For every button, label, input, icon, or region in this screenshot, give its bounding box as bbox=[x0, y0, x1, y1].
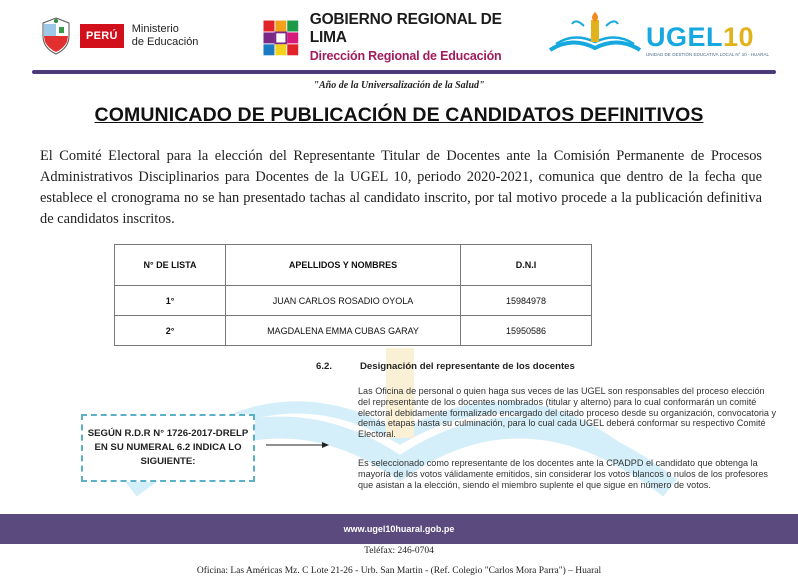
open-book-torch-icon bbox=[546, 10, 644, 60]
footer-phone: Teléfax: 246-0704 bbox=[364, 546, 434, 556]
table-row bbox=[115, 286, 592, 316]
ugel-logo bbox=[546, 10, 769, 60]
section-paragraph-1: Las Oficina de personal o quien haga sus veces de las UGEL son responsables del proceso elección del representante de los docentes nombrados (titular y alterno) para lo cual conformarán un comité electoral debidamente formalizado encargado del citado proceso desde su organización, convocatoria y demás etapas hasta su culminación, para lo cual cada UGEL deberá conformar su respectivo Comité Electoral. bbox=[358, 386, 777, 440]
arrow-right-icon bbox=[266, 440, 330, 450]
candidates-table bbox=[114, 244, 592, 346]
page-title: COMUNICADO DE PUBLICACIÓN DE CANDIDATOS DEFINITIVOS bbox=[94, 104, 704, 126]
cell-name: JUAN CARLOS ROSADIO OYOLA bbox=[226, 286, 461, 316]
regulation-note-text: SEGÚN R.D.R N° 1726-2017-DRELP EN SU NUMERAL 6.2 INDICA LO SIGUIENTE: bbox=[87, 428, 249, 467]
cell-dni: 15950586 bbox=[461, 316, 592, 346]
ugel-tagline: UNIDAD DE GESTIÓN EDUCATIVA LOCAL N° 10 - HUARAL bbox=[646, 52, 769, 57]
section-number: 6.2. bbox=[316, 361, 333, 372]
footer-band bbox=[0, 514, 798, 544]
announcement-paragraph: El Comité Electoral para la elección del Representante Titular de Docentes ante la Comisión Permanente de Procesos Administrativos Disciplinarios para Docentes de la UGEL 10, periodo 2020-2021, comunica que dentro de la fecha que establece el cronograma no se han presentado tachas al candidato inscrito, por tal motivo procede a la publicación definitiva de candidatos inscritos. bbox=[40, 148, 762, 227]
section-title: Designación del representante de los docentes bbox=[360, 361, 575, 372]
ugel-name-main: UGEL bbox=[646, 22, 724, 52]
section-paragraph-2: Es seleccionado como representante de los docentes ante la CPADPD el candidato que obtenga la mayoría de los votos válidamente emitidos, sin considerar los votos blancos o nulos de los profesores que asistan a la elección, siendo el miembro suplente el que sigue en número de votos. bbox=[358, 458, 768, 490]
cell-dni: 15984978 bbox=[461, 286, 592, 316]
header-names: APELLIDOS Y NOMBRES bbox=[226, 245, 461, 286]
gobierno-regional-emblem-icon bbox=[258, 13, 304, 61]
year-slogan: "Año de la Universalización de la Salud" bbox=[313, 80, 485, 91]
cell-list-number: 1° bbox=[115, 286, 226, 316]
header-dni: D.N.I bbox=[461, 245, 592, 286]
ministry-line2: de Educación bbox=[131, 36, 199, 48]
cell-list-number: 2° bbox=[115, 316, 226, 346]
minedu-logo bbox=[38, 14, 200, 58]
footer-address: Oficina: Las Américas Mz. C Lote 21-26 - Urb. San Martin - (Ref. Colegio "Carlos Mora Parra") – Huaral bbox=[196, 566, 602, 576]
ministry-name bbox=[132, 23, 199, 49]
website-link[interactable]: www.ugel10huaral.gob.pe bbox=[343, 524, 455, 534]
ministry-line1: Ministerio bbox=[131, 23, 179, 35]
gob-title: GOBIERNO REGIONAL DE LIMA bbox=[309, 11, 502, 46]
gob-subtitle: Dirección Regional de Educación bbox=[309, 49, 502, 63]
header-list-number: N° DE LISTA bbox=[115, 245, 226, 286]
ugel-name-number: 10 bbox=[723, 22, 755, 52]
ugel-name bbox=[646, 22, 754, 53]
peru-label: PERÚ bbox=[80, 24, 124, 48]
peru-coat-of-arms-icon bbox=[38, 16, 74, 56]
table-header-row bbox=[115, 245, 592, 286]
header-divider bbox=[32, 70, 776, 74]
gobierno-regional-logo bbox=[258, 12, 523, 62]
regulation-note-box bbox=[81, 414, 255, 482]
cell-name: MAGDALENA EMMA CUBAS GARAY bbox=[226, 316, 461, 346]
